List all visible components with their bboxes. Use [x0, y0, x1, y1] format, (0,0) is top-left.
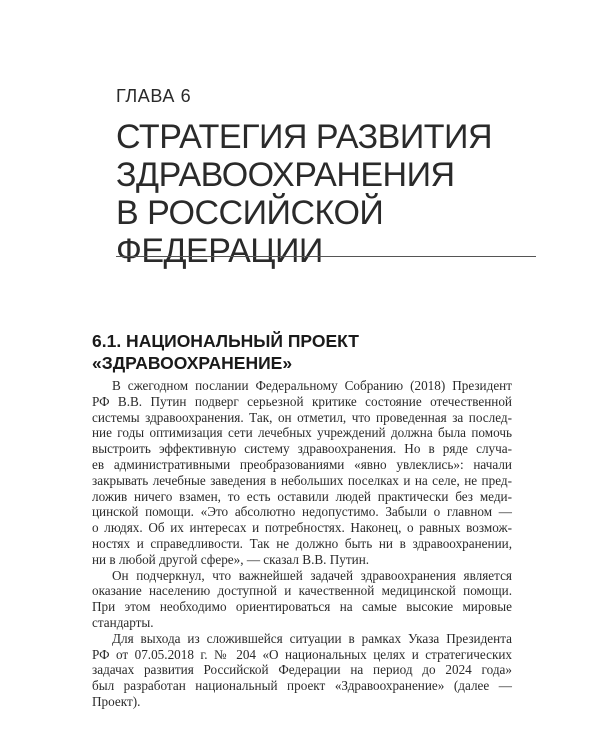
chapter-title: [116, 118, 536, 270]
text-line: ложив ничего взамен, то есть оставили людей практически без меди-: [92, 488, 512, 504]
text-line: РФ от 07.05.2018 г. № 204 «О национальных целях и стратегических: [92, 646, 512, 662]
text-line: о людях. Об их интересах и потребностях. Наконец, о равных возмож-: [92, 520, 512, 536]
text-line: ностях и справедливости. Так не должно быть ни в здравоохранении,: [92, 535, 512, 551]
title-divider: [116, 256, 536, 257]
chapter-title-line: ЗДРАВООХРАНЕНИЯ: [116, 156, 455, 194]
text-line: Для выхода из сложившейся ситуации в рамках Указа Президента: [112, 630, 512, 646]
paragraph: [92, 568, 512, 631]
text-line: Проект).: [92, 693, 141, 709]
text-line: стандарты.: [92, 614, 154, 630]
text-line: выстроить эффективную систему здравоохранения. Но в ряде случа-: [92, 441, 512, 457]
text-line: ев административными преобразованиями «явно увлеклись»: начали: [92, 456, 512, 472]
paragraph: [92, 631, 512, 710]
text-line: При этом необходимо ориентироваться на самые высокие мировые: [92, 599, 512, 615]
text-line: оказание населению доступной и качественной медицинской помощи.: [92, 583, 512, 599]
chapter-title-line: В РОССИЙСКОЙ: [116, 194, 384, 232]
chapter-title-line: СТРАТЕГИЯ РАЗВИТИЯ: [116, 118, 493, 156]
text-line: ние годы оптимизация сети лечебных учреждений должна была помочь: [92, 425, 512, 441]
section-heading-line: 6.1. НАЦИОНАЛЬНЫЙ ПРОЕКТ: [92, 331, 359, 351]
paragraph: [92, 378, 512, 568]
text-line: В сжегодном послании Федеральному Собранию (2018) Президент: [112, 378, 512, 393]
text-line: цинской помощи. «Это абсолютно недопустимо. Забыли о главном —: [92, 504, 512, 520]
body-text: [92, 378, 512, 710]
text-line: задачах развития Российской Федерации на период до 2024 года»: [92, 662, 512, 678]
text-line: системы здравоохранения. Так, он отметил, что проведенная за послед-: [92, 409, 512, 425]
text-line: РФ В.В. Путин подверг серьезной критике состояние отечественной: [92, 393, 512, 409]
section-heading: [92, 330, 512, 374]
chapter-label: ГЛАВА 6: [116, 86, 192, 106]
text-line: Он подчеркнул, что важнейшей задачей здравоохранения является: [112, 567, 512, 583]
text-line: был разработан национальный проект «Здравоохранение» (далее —: [92, 678, 512, 694]
text-line: ни в любой другой сфере», — сказал В.В. Путин.: [92, 551, 370, 567]
section-heading-line: «ЗДРАВООХРАНЕНИЕ»: [92, 353, 293, 373]
chapter-title-line: ФЕДЕРАЦИИ: [116, 232, 323, 270]
text-line: закрывать лечебные заведения в небольших поселках и на селе, не пред-: [92, 472, 512, 488]
